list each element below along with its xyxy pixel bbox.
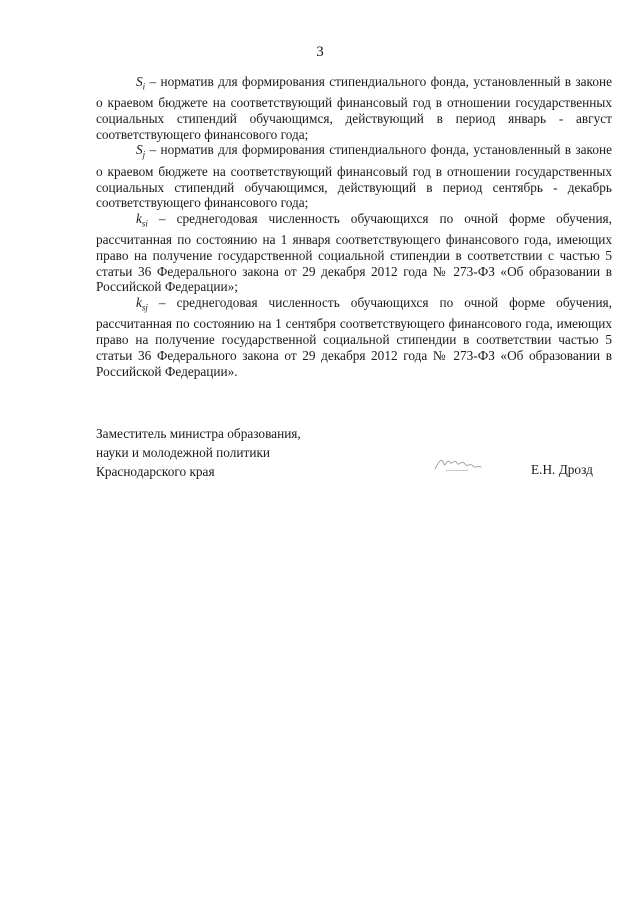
signatory-title-line: Заместитель министра образования, [96,426,301,441]
handwritten-signature [432,452,484,476]
signer-name: Е.Н. Дрозд [531,462,593,477]
signatory-title-line: Краснодарского края [96,464,215,479]
definition-text: – среднегодовая численность обучающихся по очной форме обучения, рассчитанная по состоянию на 1 января соответствующего финансового года, имеющих право на получение государственной социальной стипендии в соответствии с частью 5 статьи 36 Федерального закона от 29 декабря 2012 года № 273-ФЗ «Об образовании в Российской Федерации»; [96,210,612,295]
definition-paragraph [96,74,612,142]
definition-paragraph [96,211,612,295]
definition-paragraph [96,295,612,379]
definitions-body [96,74,612,379]
formula-symbol: $k_{si}$ [136,210,148,229]
formula-symbol: $S_i$ [136,74,146,92]
signatory-title-line: науки и молодежной политики [96,445,271,460]
definition-text: – норматив для формирования стипендиального фонда, установленный в законе о краевом бюджете на соответствующий финансовый год в отношении государственных социальных стипендий обучающимся, действующий в период январь - август соответствующего финансового года; [96,74,612,142]
signatory-title [96,424,301,481]
definition-text: – норматив для формирования стипендиального фонда, установленный в законе о краевом бюджете на соответствующий финансовый год в отношении государственных социальных стипендий обучающимся, действующий в период сентябрь - декабрь соответствующего финансового года; [96,142,612,211]
formula-symbol: $k_{sj}$ [136,295,148,313]
formula-symbol: $S_j$ [136,142,146,161]
definition-text: – среднегодовая численность обучающихся по очной форме обучения, рассчитанная по состоянию на 1 сентября соответствующего финансового года, имеющих право на получение государственной социальной стипендии в соответствии частью 5 статьи 36 Федерального закона от 29 декабря 2012 года № 273-ФЗ «Об образовании в Российской Федерации». [96,295,612,379]
page-number: 3 [316,44,324,60]
definition-paragraph [96,142,612,210]
